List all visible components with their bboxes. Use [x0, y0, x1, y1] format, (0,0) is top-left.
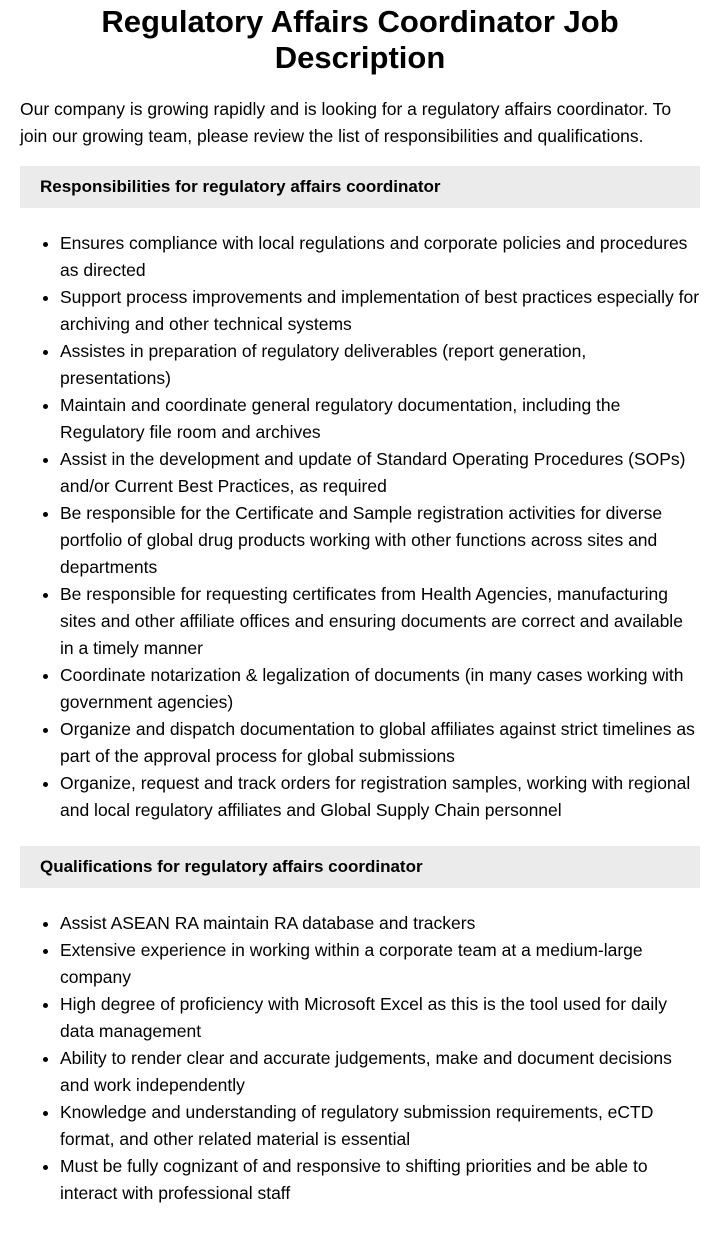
list-item: • Be responsible for the Certificate and Sample registration activities for diverse portfolio of global drug products working with other functions across sites and departments — [60, 500, 700, 581]
list-item: • Assist in the development and update of Standard Operating Procedures (SOPs) and/or Current Best Practices, as required — [60, 446, 700, 500]
list-item: • Be responsible for requesting certificates from Health Agencies, manufacturing sites and other affiliate offices and ensuring documents are correct and available in a timely manner — [60, 581, 700, 662]
list-item: • Coordinate notarization & legalization of documents (in many cases working with government agencies) — [60, 662, 700, 716]
list-item: • Ability to render clear and accurate judgements, make and document decisions and work independently — [60, 1045, 700, 1099]
qualifications-list — [20, 910, 700, 1207]
responsibilities-list — [20, 230, 700, 824]
intro-text: Our company is growing rapidly and is looking for a regulatory affairs coordinator. To join our growing team, please review the list of responsibilities and qualifications. — [20, 99, 672, 146]
list-item: • Maintain and coordinate general regulatory documentation, including the Regulatory file room and archives — [60, 392, 700, 446]
list-item: • High degree of proficiency with Microsoft Excel as this is the tool used for daily data management — [60, 991, 700, 1045]
list-item: • Assistes in preparation of regulatory deliverables (report generation, presentations) — [60, 338, 700, 392]
list-item: • Knowledge and understanding of regulatory submission requirements, eCTD format, and other related material is essential — [60, 1099, 700, 1153]
responsibilities-heading: Responsibilities for regulatory affairs coordinator — [20, 166, 700, 208]
job-description — [0, 4, 720, 1207]
list-item: • Extensive experience in working within a corporate team at a medium-large company — [60, 937, 700, 991]
list-item: • Support process improvements and implementation of best practices especially for archiving and other technical systems — [60, 284, 700, 338]
list-item: • Ensures compliance with local regulations and corporate policies and procedures as directed — [60, 230, 700, 284]
list-item: • Organize and dispatch documentation to global affiliates against strict timelines as part of the approval process for global submissions — [60, 716, 700, 770]
list-item: • Assist ASEAN RA maintain RA database and trackers — [60, 910, 700, 937]
list-item: • Organize, request and track orders for registration samples, working with regional and local regulatory affiliates and Global Supply Chain personnel — [60, 770, 700, 824]
list-item: • Must be fully cognizant of and responsive to shifting priorities and be able to interact with professional staff — [60, 1153, 700, 1207]
page-title: Regulatory Affairs Coordinator Job Description — [101, 4, 619, 75]
qualifications-heading: Qualifications for regulatory affairs coordinator — [20, 846, 700, 888]
